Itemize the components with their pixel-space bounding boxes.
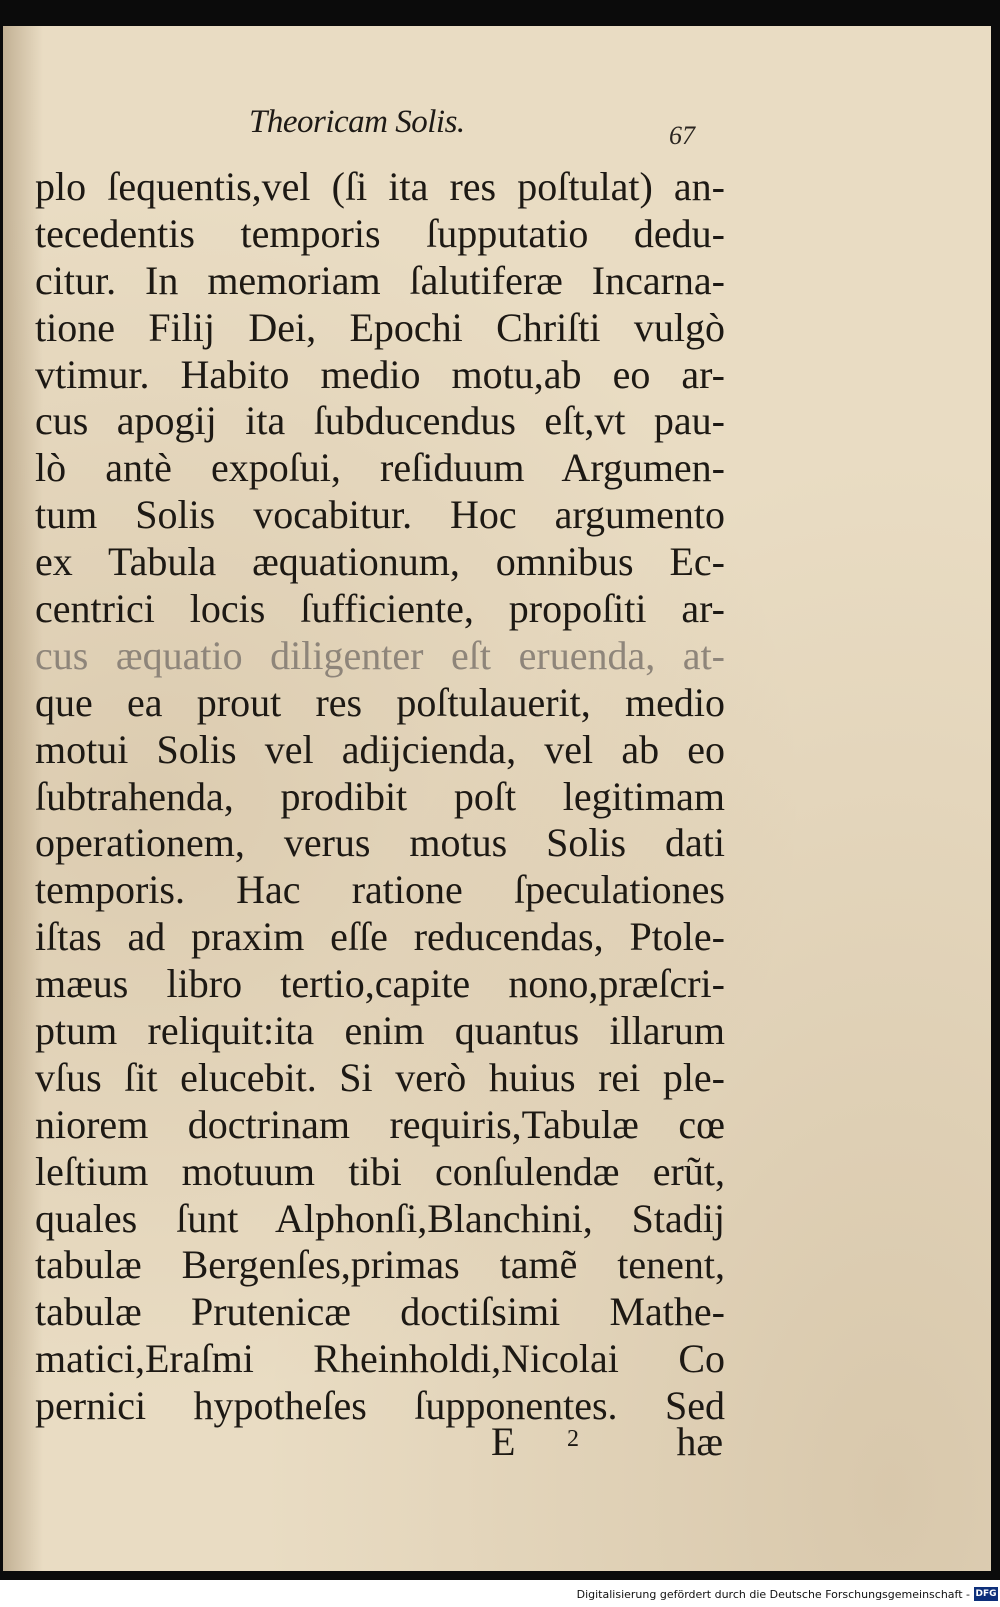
- text-line: centrici locis ſufficiente, propoſiti ar-: [35, 586, 725, 632]
- text-line: lò antè expoſui, reſiduum Argumen-: [35, 445, 725, 491]
- text-line: vſus ſit elucebit. Si verò huius rei ple-: [35, 1054, 725, 1100]
- signature-mark: E: [491, 1419, 516, 1464]
- text-line: leſtium motuum tibi conſulendæ erũt,: [35, 1148, 725, 1194]
- text-line: mæus libro tertio,capite nono,præſcri-: [35, 961, 725, 1007]
- text-line: plo ſequentis,vel (ſi ita res poſtulat) an-: [35, 164, 725, 209]
- catchword: hæ: [676, 1419, 723, 1464]
- text-line: operationem, verus motus Solis dati: [35, 820, 725, 866]
- text-line: temporis. Hac ratione ſpeculationes: [35, 867, 725, 913]
- text-line: pernici hypotheſes ſupponentes. Sed: [35, 1383, 725, 1429]
- text-line: quales ſunt Alphonſi,Blanchini, Stadij: [35, 1195, 725, 1241]
- text-line: matici,Eraſmi Rheinholdi,Nicolai Co: [35, 1336, 725, 1382]
- text-line: ptum reliquit:ita enim quantus illarum: [35, 1008, 725, 1054]
- signature-number: 2: [567, 1426, 579, 1452]
- text-line: citur. In memoriam ſalutiferæ Incarna-: [35, 257, 725, 303]
- text-line: ex Tabula æquationum, omnibus Ec-: [35, 539, 725, 585]
- text-line: motui Solis vel adijcienda, vel ab eo: [35, 726, 725, 772]
- page-footer: [491, 1418, 723, 1464]
- text-line: niorem doctrinam requiris,Tabulæ cœ: [35, 1101, 725, 1147]
- text-line: vtimur. Habito medio motu,ab eo ar-: [35, 351, 725, 397]
- body-text: [35, 164, 725, 1430]
- text-line: tecedentis temporis ſupputatio dedu-: [35, 210, 725, 256]
- text-line: iſtas ad praxim eſſe reducendas, Ptole-: [35, 914, 725, 960]
- text-line: tabulæ Bergenſes,primas tamẽ tenent,: [35, 1242, 725, 1288]
- text-line: tione Filij Dei, Epochi Chriſti vulgò: [35, 304, 725, 350]
- text-line: cus æquatio diligenter eſt eruenda, at-: [35, 632, 725, 678]
- running-head: Theoricam Solis.: [249, 104, 465, 140]
- text-line: tabulæ Prutenicæ doctiſsimi Mathe-: [35, 1289, 725, 1335]
- dfg-logo: DFG: [975, 1589, 997, 1599]
- text-line: tum Solis vocabitur. Hoc argumento: [35, 492, 725, 538]
- text-line: ſubtrahenda, prodibit poſt legitimam: [35, 773, 725, 819]
- digitization-credit: Digitalisierung gefördert durch die Deutsche Forschungsgemeinschaft -: [576, 1588, 970, 1601]
- page-number: 67: [669, 121, 695, 150]
- text-line: que ea prout res poſtulauerit, medio: [35, 679, 725, 725]
- book-page: [3, 26, 991, 1571]
- text-line: cus apogij ita ſubducendus eſt,vt pau-: [35, 398, 725, 444]
